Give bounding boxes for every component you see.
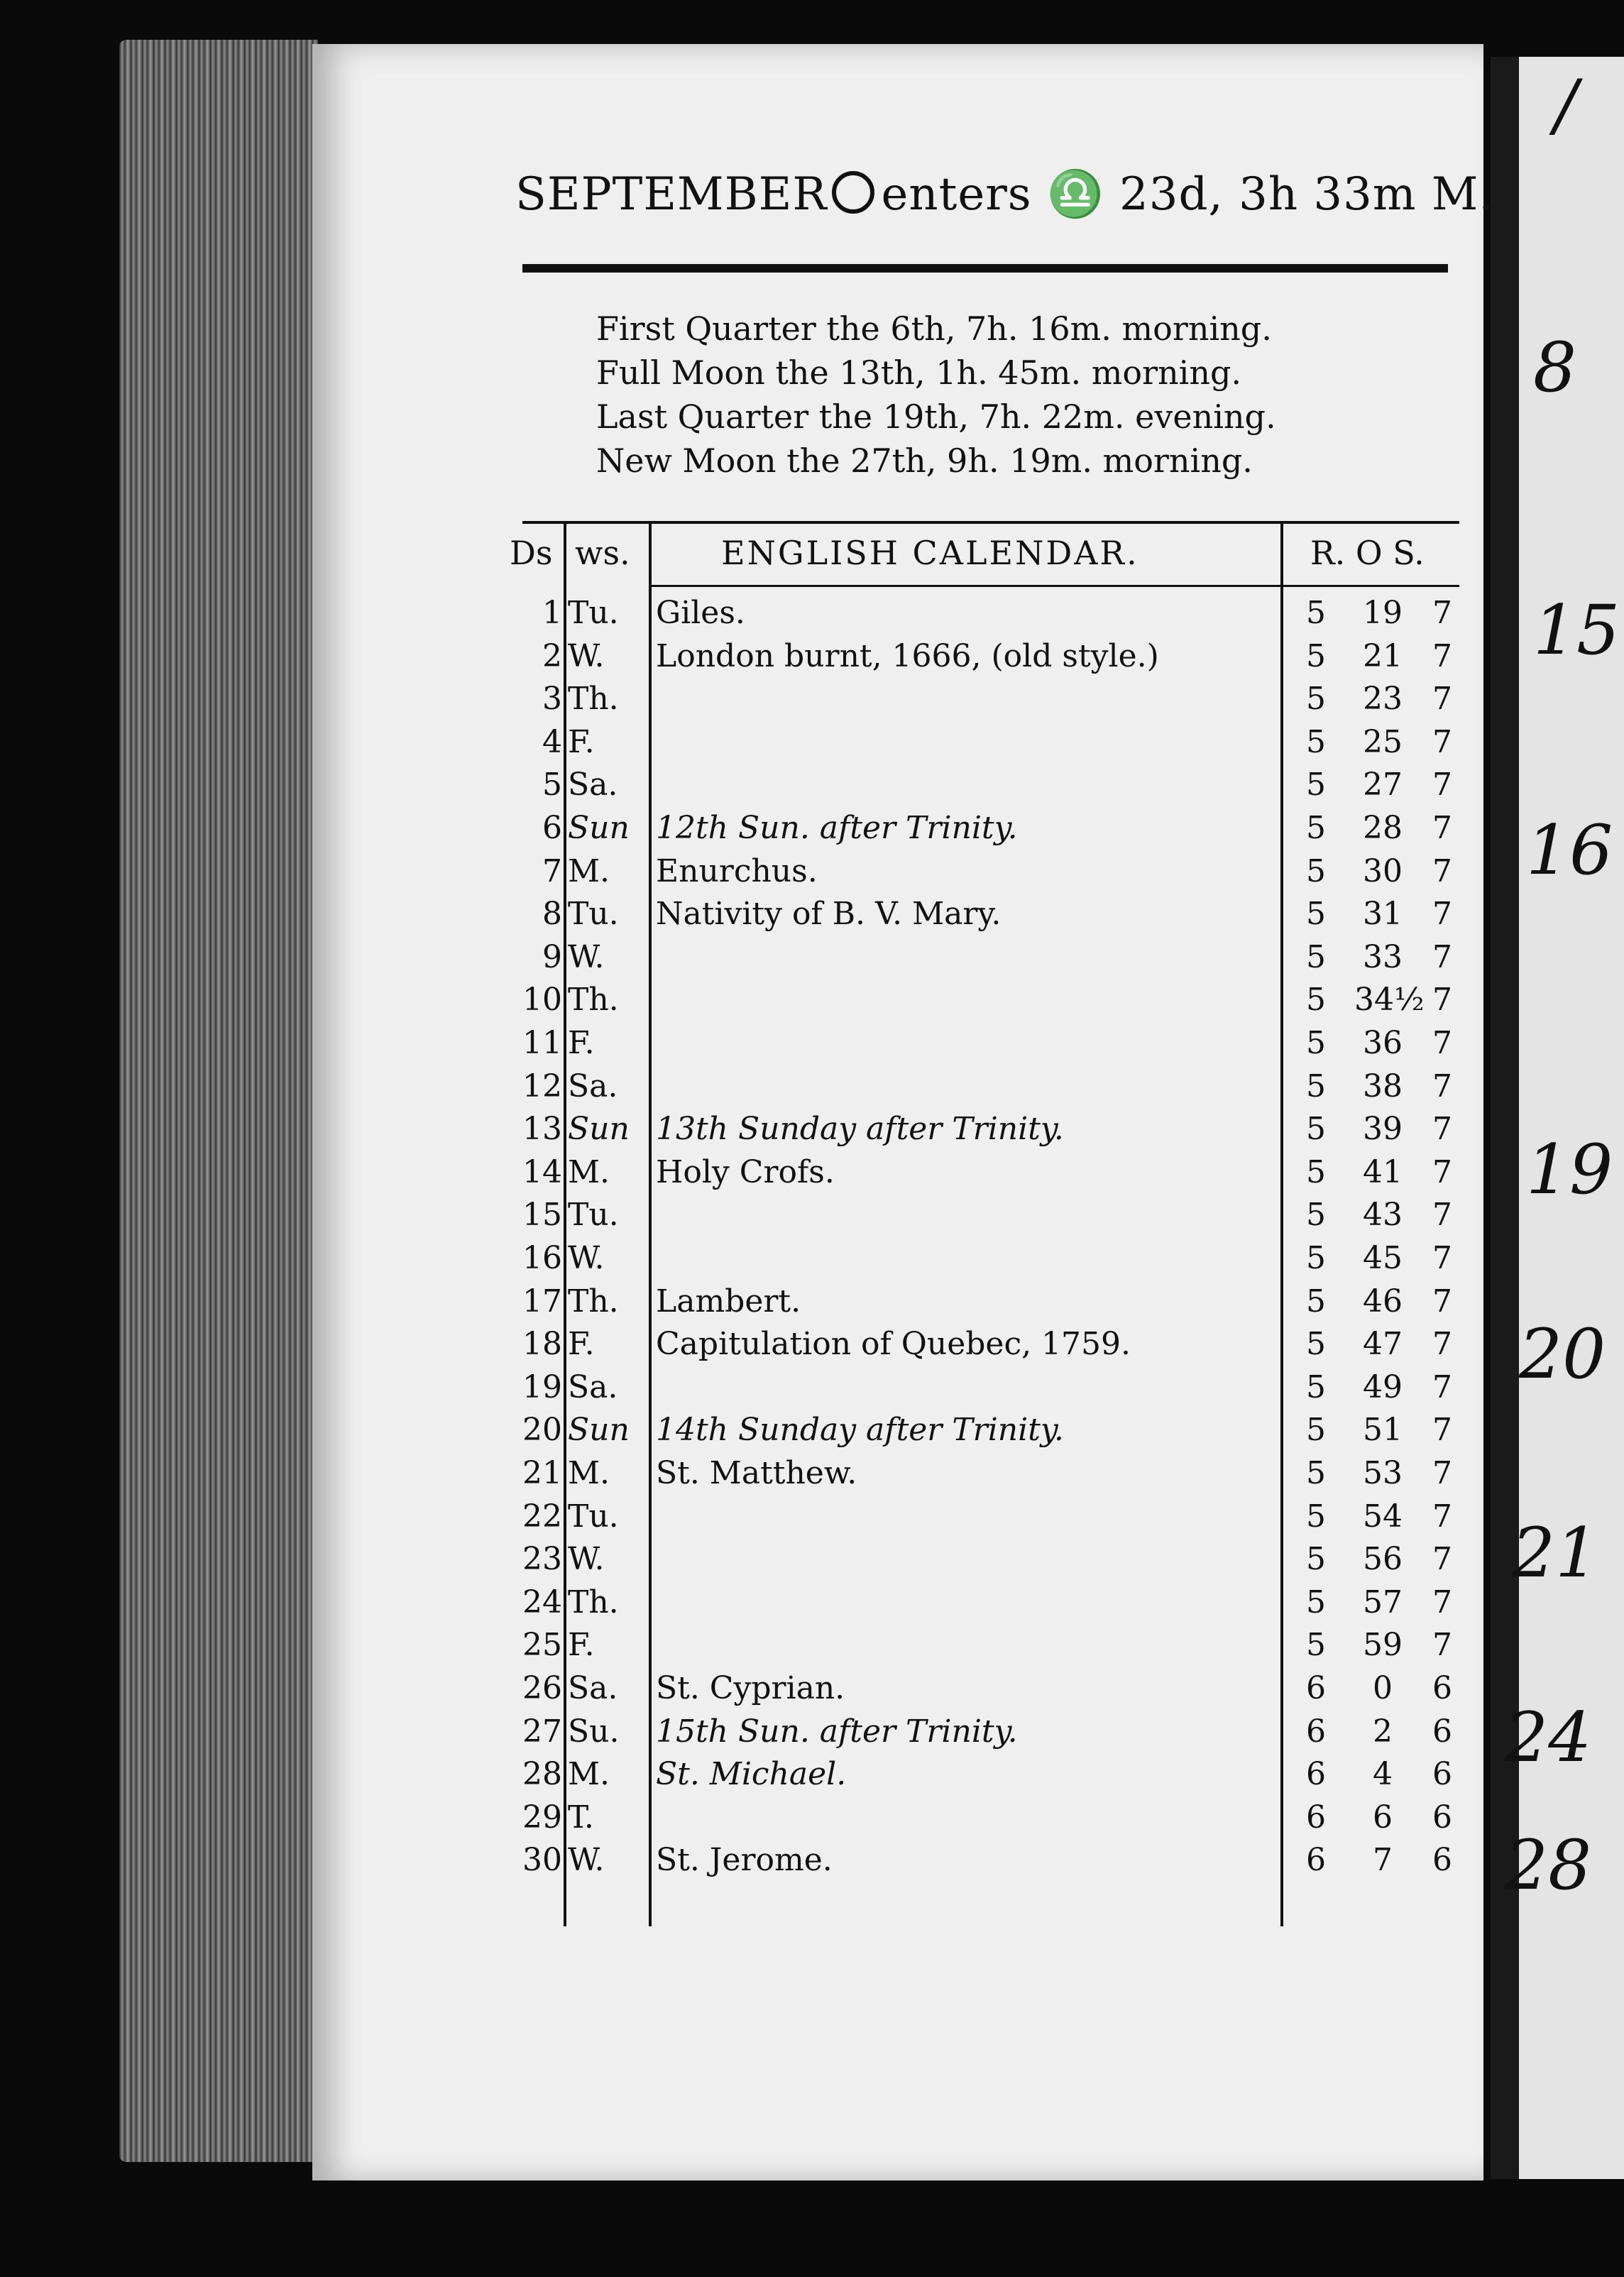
day-number: 19 bbox=[522, 1368, 562, 1405]
sunrise-hour: 5 bbox=[1306, 1627, 1326, 1664]
sunrise-minute: 30 bbox=[1363, 852, 1403, 889]
sunrise-minute: 56 bbox=[1363, 1541, 1403, 1578]
weekday: Sun bbox=[568, 1412, 630, 1449]
sun-symbol-icon bbox=[832, 171, 874, 214]
sunrise-hour: 5 bbox=[1306, 982, 1326, 1019]
weekday: M. bbox=[568, 1756, 610, 1793]
header-sun-rise: R. O S. bbox=[1310, 534, 1425, 572]
sunrise-minute: 19 bbox=[1363, 595, 1403, 631]
weekday: F. bbox=[568, 1627, 595, 1664]
handwritten-mark: 8 bbox=[1533, 328, 1577, 407]
header-english-calendar: ENGLISH CALENDAR. bbox=[721, 534, 1139, 572]
sunrise-hour: 5 bbox=[1306, 1584, 1326, 1620]
day-number: 3 bbox=[542, 681, 562, 718]
day-number: 28 bbox=[522, 1756, 562, 1793]
sunrise-hour: 6 bbox=[1306, 1842, 1326, 1879]
sunrise-hour: 5 bbox=[1306, 1498, 1326, 1535]
table-row bbox=[508, 1108, 1459, 1151]
day-number: 25 bbox=[522, 1627, 562, 1664]
sunrise-hour: 5 bbox=[1306, 1455, 1326, 1491]
weekday: Su. bbox=[568, 1713, 620, 1750]
sunrise-minute: 25 bbox=[1363, 723, 1403, 760]
day-number: 27 bbox=[522, 1713, 562, 1750]
handwritten-mark: 20 bbox=[1519, 1315, 1606, 1394]
sunrise-hour: 6 bbox=[1306, 1670, 1326, 1706]
sunset-hour: 6 bbox=[1432, 1842, 1452, 1879]
weekday: Th. bbox=[568, 681, 619, 718]
sunset-hour: 7 bbox=[1432, 1197, 1452, 1234]
day-number: 17 bbox=[522, 1283, 562, 1319]
table-row bbox=[508, 1452, 1459, 1495]
event: 13th Sunday after Trinity. bbox=[656, 1111, 1064, 1148]
sunrise-hour: 6 bbox=[1306, 1799, 1326, 1836]
table-row bbox=[508, 635, 1459, 678]
weekday: Sun bbox=[568, 810, 630, 846]
sunrise-hour: 5 bbox=[1306, 1412, 1326, 1449]
table-row bbox=[508, 721, 1459, 764]
sunrise-minute: 45 bbox=[1363, 1240, 1403, 1276]
event: Giles. bbox=[656, 595, 745, 631]
sunset-hour: 7 bbox=[1432, 723, 1452, 760]
sunset-hour: 7 bbox=[1432, 1412, 1452, 1449]
event: St. Jerome. bbox=[656, 1842, 833, 1879]
sunrise-hour: 5 bbox=[1306, 767, 1326, 803]
day-number: 5 bbox=[542, 767, 562, 803]
handwritten-mark: 24 bbox=[1505, 1698, 1592, 1777]
weekday: W. bbox=[568, 938, 605, 975]
sunrise-minute: 2 bbox=[1373, 1713, 1393, 1750]
sunrise-minute: 21 bbox=[1363, 637, 1403, 674]
table-row bbox=[508, 1280, 1459, 1323]
table-row bbox=[508, 764, 1459, 806]
enters-word: enters bbox=[881, 168, 1032, 221]
sunset-hour: 7 bbox=[1432, 852, 1452, 889]
sunrise-minute: 49 bbox=[1363, 1368, 1403, 1405]
table-row bbox=[508, 936, 1459, 979]
day-number: 16 bbox=[522, 1240, 562, 1276]
phase-last-quarter: Last Quarter the 19th, 7h. 22m. evening. bbox=[596, 397, 1276, 436]
weekday: Tu. bbox=[568, 1498, 619, 1535]
sunrise-hour: 5 bbox=[1306, 1326, 1326, 1363]
table-row bbox=[508, 1496, 1459, 1538]
sunrise-minute: 46 bbox=[1363, 1283, 1403, 1319]
table-row bbox=[508, 1624, 1459, 1667]
event: St. Michael. bbox=[656, 1756, 847, 1793]
sunrise-minute: 7 bbox=[1373, 1842, 1393, 1879]
day-number: 21 bbox=[522, 1455, 562, 1491]
day-number: 7 bbox=[542, 852, 562, 889]
sunrise-hour: 5 bbox=[1306, 938, 1326, 975]
day-number: 20 bbox=[522, 1412, 562, 1449]
table-row bbox=[508, 1711, 1459, 1753]
sunrise-minute: 36 bbox=[1363, 1025, 1403, 1061]
weekday: M. bbox=[568, 1153, 610, 1190]
day-number: 23 bbox=[522, 1541, 562, 1578]
sunrise-hour: 5 bbox=[1306, 637, 1326, 674]
title-rule bbox=[522, 264, 1448, 273]
weekday: F. bbox=[568, 1025, 595, 1061]
event: 12th Sun. after Trinity. bbox=[656, 810, 1018, 846]
sunset-hour: 7 bbox=[1432, 1584, 1452, 1620]
sunset-hour: 6 bbox=[1432, 1713, 1452, 1750]
weekday: M. bbox=[568, 852, 610, 889]
sunrise-minute: 33 bbox=[1363, 938, 1403, 975]
table-row bbox=[508, 1065, 1459, 1108]
handwritten-mark: 19 bbox=[1526, 1130, 1613, 1209]
weekday: Th. bbox=[568, 1584, 619, 1620]
weekday: Tu. bbox=[568, 896, 619, 933]
table-row bbox=[508, 1839, 1459, 1882]
sunset-hour: 6 bbox=[1432, 1756, 1452, 1793]
weekday: F. bbox=[568, 723, 595, 760]
sunrise-minute: 47 bbox=[1363, 1326, 1403, 1363]
table-row bbox=[508, 1151, 1459, 1194]
event: Lambert. bbox=[656, 1283, 801, 1319]
table-row bbox=[508, 1022, 1459, 1065]
table-row bbox=[508, 1753, 1459, 1796]
sunset-hour: 7 bbox=[1432, 681, 1452, 718]
sunset-hour: 6 bbox=[1432, 1799, 1452, 1836]
sunrise-minute: 34½ bbox=[1354, 982, 1425, 1019]
sunrise-hour: 5 bbox=[1306, 1111, 1326, 1148]
day-number: 26 bbox=[522, 1670, 562, 1706]
day-number: 9 bbox=[542, 938, 562, 975]
handwritten-mark: / bbox=[1554, 65, 1578, 145]
day-number: 11 bbox=[522, 1025, 562, 1061]
day-number: 13 bbox=[522, 1111, 562, 1148]
weekday: Sun bbox=[568, 1111, 630, 1148]
weekday: Sa. bbox=[568, 1068, 618, 1104]
event: 14th Sunday after Trinity. bbox=[656, 1412, 1064, 1449]
sunset-hour: 7 bbox=[1432, 1068, 1452, 1104]
weekday: Sa. bbox=[568, 767, 618, 803]
libra-sign-icon: ♎ bbox=[1046, 168, 1104, 221]
sunrise-minute: 28 bbox=[1363, 810, 1403, 846]
sunrise-hour: 5 bbox=[1306, 1153, 1326, 1190]
day-number: 14 bbox=[522, 1153, 562, 1190]
sunrise-minute: 38 bbox=[1363, 1068, 1403, 1104]
sunset-hour: 7 bbox=[1432, 767, 1452, 803]
weekday: Th. bbox=[568, 1283, 619, 1319]
day-number: 10 bbox=[522, 982, 562, 1019]
weekday: M. bbox=[568, 1455, 610, 1491]
sunrise-hour: 5 bbox=[1306, 1283, 1326, 1319]
sunset-hour: 7 bbox=[1432, 1025, 1452, 1061]
sunrise-minute: 4 bbox=[1373, 1756, 1393, 1793]
table-top-rule bbox=[522, 521, 1459, 524]
sunset-hour: 6 bbox=[1432, 1670, 1452, 1706]
sunset-hour: 7 bbox=[1432, 1498, 1452, 1535]
sunrise-minute: 54 bbox=[1363, 1498, 1403, 1535]
sunrise-hour: 6 bbox=[1306, 1713, 1326, 1750]
phase-full-moon: Full Moon the 13th, 1h. 45m. morning. bbox=[596, 353, 1242, 392]
sunrise-minute: 6 bbox=[1373, 1799, 1393, 1836]
page-title bbox=[515, 168, 1494, 221]
event: Holy Crofs. bbox=[656, 1153, 835, 1190]
sunset-hour: 7 bbox=[1432, 982, 1452, 1019]
table-row bbox=[508, 850, 1459, 893]
sunset-hour: 7 bbox=[1432, 1283, 1452, 1319]
sunset-hour: 7 bbox=[1432, 1368, 1452, 1405]
sunrise-hour: 5 bbox=[1306, 896, 1326, 933]
event: 15th Sun. after Trinity. bbox=[656, 1713, 1018, 1750]
phase-first-quarter: First Quarter the 6th, 7h. 16m. morning. bbox=[596, 309, 1272, 348]
sunrise-hour: 5 bbox=[1306, 852, 1326, 889]
sunset-hour: 7 bbox=[1432, 1627, 1452, 1664]
event: Enurchus. bbox=[656, 852, 818, 889]
event: Capitulation of Quebec, 1759. bbox=[656, 1326, 1131, 1363]
event: St. Matthew. bbox=[656, 1455, 857, 1491]
sunrise-minute: 53 bbox=[1363, 1455, 1403, 1491]
event: Nativity of B. V. Mary. bbox=[656, 896, 1002, 933]
weekday: T. bbox=[568, 1799, 594, 1836]
sunrise-minute: 39 bbox=[1363, 1111, 1403, 1148]
table-row bbox=[508, 893, 1459, 936]
day-number: 30 bbox=[522, 1842, 562, 1879]
phase-new-moon: New Moon the 27th, 9h. 19m. morning. bbox=[596, 441, 1253, 480]
weekday: F. bbox=[568, 1326, 595, 1363]
sunrise-hour: 5 bbox=[1306, 810, 1326, 846]
table-row bbox=[508, 979, 1459, 1021]
sunrise-hour: 6 bbox=[1306, 1756, 1326, 1793]
moon-phases bbox=[596, 307, 1276, 483]
day-number: 15 bbox=[522, 1197, 562, 1234]
sunrise-hour: 5 bbox=[1306, 1197, 1326, 1234]
day-number: 6 bbox=[542, 810, 562, 846]
weekday: W. bbox=[568, 1541, 605, 1578]
day-number: 4 bbox=[542, 723, 562, 760]
sunrise-minute: 31 bbox=[1363, 896, 1403, 933]
table-row bbox=[508, 1237, 1459, 1280]
day-number: 24 bbox=[522, 1584, 562, 1620]
sunrise-hour: 5 bbox=[1306, 1240, 1326, 1276]
sunset-hour: 7 bbox=[1432, 595, 1452, 631]
sunrise-hour: 5 bbox=[1306, 723, 1326, 760]
table-row bbox=[508, 1538, 1459, 1581]
table-row bbox=[508, 1667, 1459, 1710]
sunset-hour: 7 bbox=[1432, 1455, 1452, 1491]
sunrise-minute: 57 bbox=[1363, 1584, 1403, 1620]
handwritten-mark: 16 bbox=[1526, 811, 1613, 890]
sunrise-minute: 41 bbox=[1363, 1153, 1403, 1190]
sunrise-hour: 5 bbox=[1306, 681, 1326, 718]
sunset-hour: 7 bbox=[1432, 637, 1452, 674]
event: St. Cyprian. bbox=[656, 1670, 845, 1706]
table-row bbox=[508, 1366, 1459, 1409]
table-row bbox=[508, 678, 1459, 720]
day-number: 8 bbox=[542, 896, 562, 933]
header-rule bbox=[650, 585, 1459, 587]
sunset-hour: 7 bbox=[1432, 1111, 1452, 1148]
day-number: 1 bbox=[542, 595, 562, 631]
handwritten-mark: 28 bbox=[1505, 1826, 1592, 1905]
day-number: 22 bbox=[522, 1498, 562, 1535]
weekday: W. bbox=[568, 1842, 605, 1879]
weekday: W. bbox=[568, 1240, 605, 1276]
sunrise-hour: 5 bbox=[1306, 1541, 1326, 1578]
weekday: Tu. bbox=[568, 595, 619, 631]
table-row bbox=[508, 1796, 1459, 1839]
sunset-hour: 7 bbox=[1432, 1153, 1452, 1190]
table-row bbox=[508, 592, 1459, 635]
weekday: Tu. bbox=[568, 1197, 619, 1234]
sunrise-minute: 0 bbox=[1373, 1670, 1393, 1706]
header-day: Ds bbox=[510, 534, 553, 572]
table-row bbox=[508, 1409, 1459, 1452]
sunrise-hour: 5 bbox=[1306, 1368, 1326, 1405]
header-weekday: ws. bbox=[575, 534, 630, 572]
sunset-hour: 7 bbox=[1432, 1240, 1452, 1276]
handwritten-mark: 15 bbox=[1533, 591, 1620, 670]
entry-time: 23d, 3h 33m M. bbox=[1119, 168, 1494, 221]
sunset-hour: 7 bbox=[1432, 896, 1452, 933]
weekday: Sa. bbox=[568, 1368, 618, 1405]
weekday: Th. bbox=[568, 982, 619, 1019]
book-page-edge bbox=[119, 40, 318, 2162]
sunset-hour: 7 bbox=[1432, 1541, 1452, 1578]
sunset-hour: 7 bbox=[1432, 1326, 1452, 1363]
table-row bbox=[508, 1323, 1459, 1366]
sunrise-minute: 51 bbox=[1363, 1412, 1403, 1449]
sunrise-minute: 59 bbox=[1363, 1627, 1403, 1664]
weekday: W. bbox=[568, 637, 605, 674]
month-name: SEPTEMBER bbox=[515, 168, 828, 221]
table-row bbox=[508, 1194, 1459, 1236]
day-number: 29 bbox=[522, 1799, 562, 1836]
day-number: 18 bbox=[522, 1326, 562, 1363]
sunrise-hour: 5 bbox=[1306, 595, 1326, 631]
sunrise-minute: 23 bbox=[1363, 681, 1403, 718]
sunrise-hour: 5 bbox=[1306, 1068, 1326, 1104]
event: London burnt, 1666, (old style.) bbox=[656, 637, 1159, 674]
sunset-hour: 7 bbox=[1432, 810, 1452, 846]
day-number: 12 bbox=[522, 1068, 562, 1104]
table-row bbox=[508, 1581, 1459, 1624]
handwritten-mark: 21 bbox=[1512, 1513, 1599, 1593]
sunrise-minute: 43 bbox=[1363, 1197, 1403, 1234]
sunrise-minute: 27 bbox=[1363, 767, 1403, 803]
day-number: 2 bbox=[542, 637, 562, 674]
calendar-table bbox=[508, 521, 1459, 1945]
table-row bbox=[508, 807, 1459, 850]
weekday: Sa. bbox=[568, 1670, 618, 1706]
sunset-hour: 7 bbox=[1432, 938, 1452, 975]
sunrise-hour: 5 bbox=[1306, 1025, 1326, 1061]
